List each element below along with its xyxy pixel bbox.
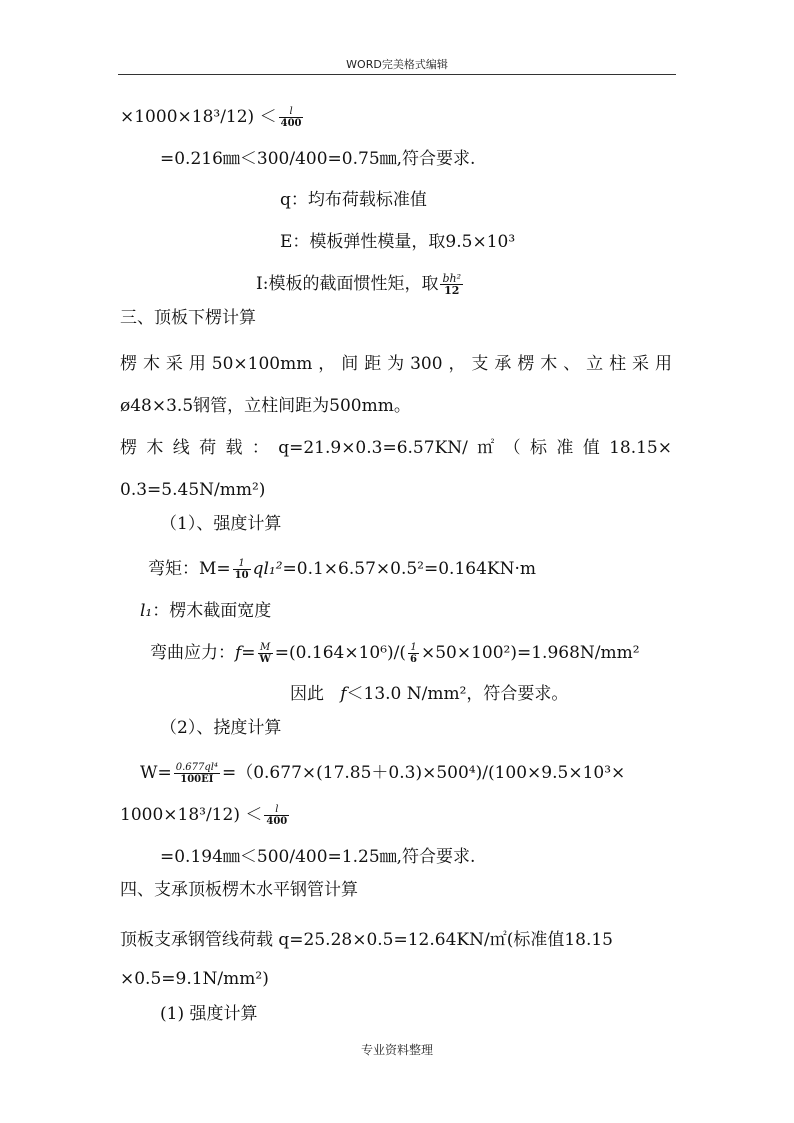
fraction-numerator: 1 [408,642,419,654]
formula-line [120,804,291,827]
fraction [174,762,220,785]
fraction [279,106,304,129]
conclusion-line [290,683,568,705]
fraction [408,642,419,665]
conclusion-text: 因此 [290,684,324,704]
definition-text: ：楞木截面宽度 [152,601,272,621]
formula-text: =0.1×6.57×0.5²=0.164KN·m [282,559,537,579]
paragraph-line: ø48×3.5钢管，立柱间距为500mm。 [120,396,411,416]
conclusion-text: ＜13.0 N/mm²，符合要求。 [346,684,569,704]
fraction-denominator: W [259,654,271,665]
fraction [233,558,251,581]
definition-line [256,273,465,296]
formula-line [140,762,625,785]
section-heading: 四、支承顶板楞木水平钢管计算 [120,880,358,900]
formula-text: =(0.164×10⁶)/( [274,643,407,663]
fraction-numerator: M [258,642,273,654]
definition-line: q：均布荷载标准值 [280,190,427,210]
fraction-denominator: 6 [410,654,417,665]
fraction [440,273,463,296]
formula-text: =（0.677×(17.85＋0.3)×500⁴)/(100×9.5×10³× [221,763,626,783]
fraction-denominator: 12 [444,284,460,297]
paragraph-line: 楞木采用50×100mm，间距为300，支承楞木、立柱采用 [120,354,672,374]
header-divider [118,74,676,75]
paragraph-line: ×0.5=9.1N/mm²) [120,969,269,989]
formula-text: = [241,643,256,663]
section-heading: 三、顶板下楞计算 [120,308,256,328]
fraction-numerator: 1 [233,558,251,570]
formula-variable: ql₁² [252,559,283,579]
formula-text: 弯曲应力： [150,643,235,663]
result-line: =0.194㎜＜500/400=1.25㎜,符合要求. [160,847,476,867]
formula-variable: f [340,684,347,704]
fraction-numerator: l [279,106,304,118]
page-header: WORD完美格式编辑 [346,58,448,71]
definition-line [140,600,271,622]
subsection-heading: （1）、强度计算 [160,514,282,534]
definition-text: I:模板的截面惯性矩，取 [256,274,439,294]
paragraph-line: 顶板支承钢管线荷载 q=25.28×0.5=12.64KN/㎡(标准值18.15 [120,930,613,950]
fraction-denominator: 10 [234,570,249,581]
fraction-numerator: bh² [442,272,461,285]
subsection-heading: （2）、挠度计算 [160,718,282,738]
fraction-denominator: 100EI [180,774,214,785]
paragraph-line: 楞木线荷载：q=21.9×0.3=6.57KN/㎡（标准值18.15× [120,438,672,458]
formula-line [120,106,305,129]
formula-text: 弯矩：M= [148,559,231,579]
page-footer: 专业资料整理 [360,1043,433,1057]
fraction-denominator: 400 [266,816,288,827]
formula-text: W= [140,763,172,783]
formula-text: 1000×18³/12) ＜ [120,805,263,825]
subsection-heading: (1) 强度计算 [160,1004,258,1024]
fraction-numerator: 0.677ql⁴ [175,762,218,773]
formula-line [150,642,640,665]
fraction [258,642,273,665]
formula-text: ×1000×18³/12) ＜ [120,107,277,127]
fraction [264,804,289,827]
definition-line: E：模板弹性模量，取9.5×10³ [280,232,516,252]
fraction-numerator: l [264,804,289,816]
formula-variable: l₁ [140,601,153,621]
formula-line [148,558,536,581]
formula-text: ×50×100²)=1.968N/mm² [420,643,640,663]
fraction-denominator: 400 [280,118,302,129]
formula-variable: f [235,643,242,663]
result-line: =0.216㎜＜300/400=0.75㎜,符合要求. [160,149,476,169]
paragraph-line: 0.3=5.45N/mm²) [120,480,266,500]
